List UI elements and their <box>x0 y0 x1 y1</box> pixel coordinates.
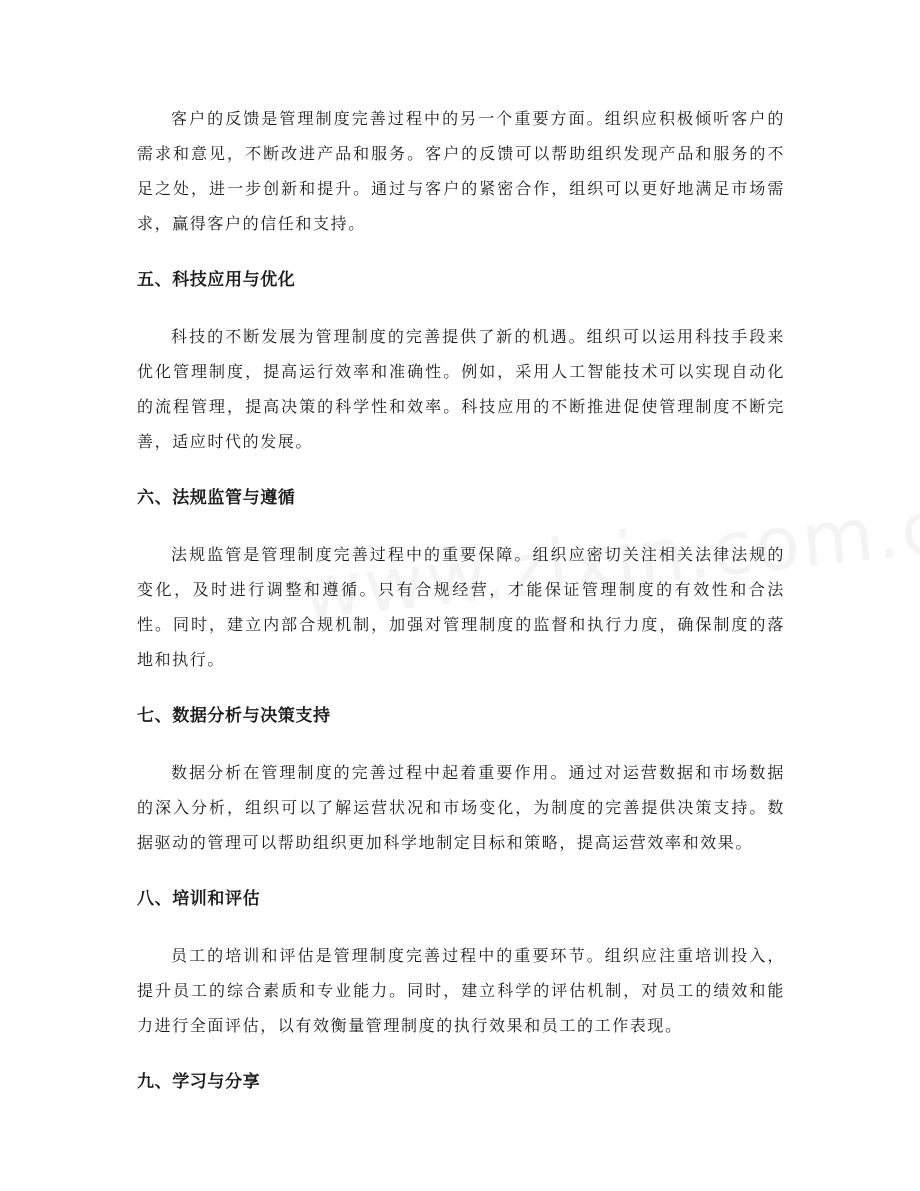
paragraph-technology: 科技的不断发展为管理制度的完善提供了新的机遇。组织可以运用科技手段来优化管理制度，提高运行效率和准确性。例如，采用人工智能技术可以实现自动化的流程管理，提高决策的科学性和效率。科技应用的不断推进促使管理制度不断完善，适应时代的发展。 <box>137 327 785 451</box>
heading-section-5: 五、科技应用与优化 <box>137 270 296 290</box>
paragraph-training: 员工的培训和评估是管理制度完善过程中的重要环节。组织应注重培训投入，提升员工的综合素质和专业能力。同时，建立科学的评估机制，对员工的绩效和能力进行全面评估，以有效衡量管理制度的执行效果和员工的工作表现。 <box>137 946 785 1035</box>
heading-section-9: 九、学习与分享 <box>137 1072 261 1092</box>
paragraph-data-analysis: 数据分析在管理制度的完善过程中起着重要作用。通过对运营数据和市场数据的深入分析，组织可以了解运营状况和市场变化，为制度的完善提供决策支持。数据驱动的管理可以帮助组织更加科学地制定目标和策略，提高运营效率和效果。 <box>137 763 785 852</box>
paragraph-regulation: 法规监管是管理制度完善过程中的重要保障。组织应密切关注相关法律法规的变化，及时进行调整和遵循。只有合规经营，才能保证管理制度的有效性和合法性。同时，建立内部合规机制，加强对管理制度的监督和执行力度，确保制度的落地和执行。 <box>137 545 785 669</box>
heading-section-8: 八、培训和评估 <box>137 889 261 909</box>
document-body <box>137 101 785 1097</box>
heading-section-7: 七、数据分析与决策支持 <box>137 706 331 726</box>
paragraph-customer-feedback: 客户的反馈是管理制度完善过程中的另一个重要方面。组织应积极倾听客户的需求和意见，不断改进产品和服务。客户的反馈可以帮助组织发现产品和服务的不足之处，进一步创新和提升。通过与客户的紧密合作，组织可以更好地满足市场需求，赢得客户的信任和支持。 <box>137 109 785 233</box>
heading-section-6: 六、法规监管与遵循 <box>137 488 296 508</box>
